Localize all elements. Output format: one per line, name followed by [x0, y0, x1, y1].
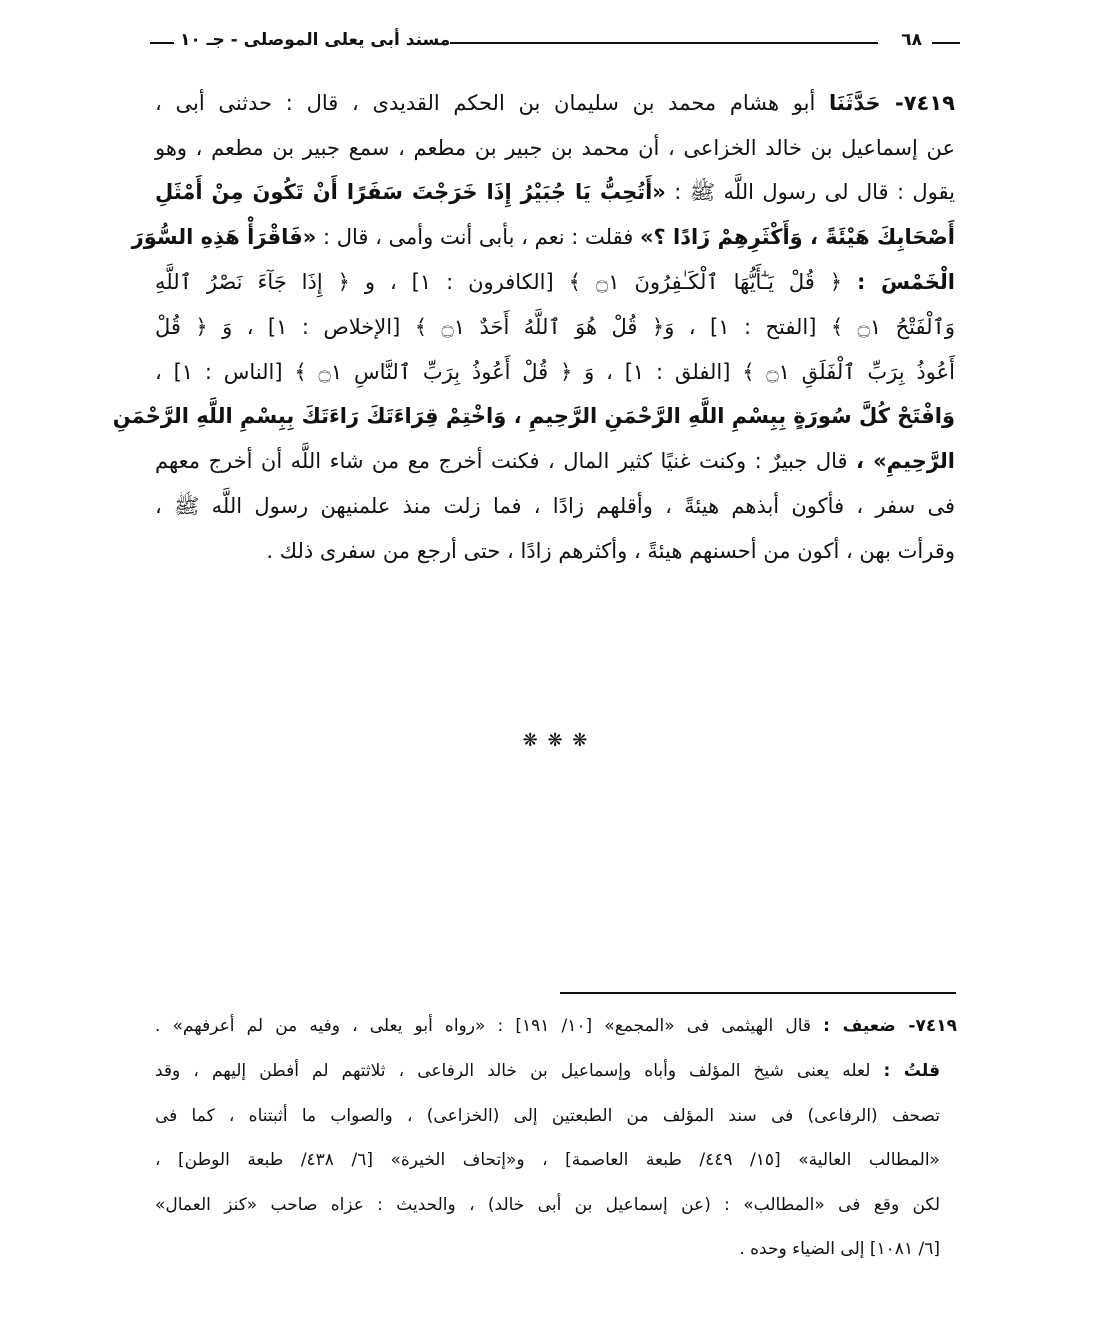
footnote-line [155, 1234, 940, 1264]
hadith-number: ٧٤١٩- حَدَّثَنَا [829, 91, 955, 115]
text-segment: وَافْتَحْ كُلَّ سُورَةٍ بِبِسْمِ اللَّهِ الرَّحْمَنِ الرَّحِيمِ ، وَاخْتِمْ قِرَاءَتَكَ رَاءَتَكَ بِبِسْمِ اللَّهِ الرَّحْمَنِ [112, 404, 955, 428]
text-line [155, 86, 955, 120]
text-segment: فى سفر ، فأكون أبذهم هيئةً ، وأقلهم زادًا ، فما زلت منذ علمنيهن رسول اللَّه ﷺ ، [155, 494, 955, 518]
text-segment: يقول : قال لى رسول اللَّه ﷺ : [665, 180, 955, 204]
footnote-label: قلتُ : [883, 1061, 940, 1081]
text-line [155, 265, 955, 299]
text-line [131, 220, 955, 254]
text-line [155, 131, 955, 165]
text-segment: [٦/ ١٠٨١] إلى الضياء وحده . [739, 1239, 940, 1259]
text-segment: أَعُوذُ بِرَبِّ ٱلْفَلَقِ ۝١ ﴾ [الفلق : ١] ، وَ ﴿ قُلْ أَعُوذُ بِرَبِّ ٱلنَّاسِ ۝١ ﴾ [الناس : ١] ، [155, 360, 955, 384]
text-segment: «أَتُحِبُّ يَا جُبَيْرُ إِذَا خَرَجْتَ سَفَرًا أَنْ تَكُونَ مِنْ أَمْثَلِ [155, 180, 666, 204]
text-line [155, 489, 955, 523]
page-number: ٦٨ [901, 30, 922, 50]
text-segment: «فَاقْرَأْ هَذِهِ السُّوَرَ [131, 225, 317, 249]
text-segment: «المطالب العالية» [١٥/ ٤٤٩/ طبعة العاصمة] ، و«إتحاف الخيرة» [٦/ ٤٣٨/ طبعة الوطن] ، [155, 1150, 940, 1170]
header-rule [150, 42, 174, 44]
text-line [155, 444, 955, 478]
text-segment: وقرأت بهن ، أكون من أحسنهم هيئةً ، وأكثرهم زادًا ، حتى أرجع من سفرى ذلك . [266, 539, 955, 563]
running-header [150, 28, 960, 58]
text-segment: ﴿ قُلْ يَـٰٓأَيُّهَا ٱلْكَـٰفِرُونَ ۝١ ﴾ [الكافرون : ١] ، و ﴿ إِذَا جَآءَ نَصْرُ ٱللَّهِ [155, 270, 858, 294]
book-title: مسند أبى يعلى الموصلى - جـ ١٠ [180, 30, 451, 50]
text-segment: عن إسماعيل بن خالد الخزاعى ، أن محمد بن جبير بن مطعم ، سمع جبير بن مطعم ، وهو [155, 136, 955, 160]
footnote-line [155, 1145, 940, 1175]
text-segment: لكن وقع فى «المطالب» : (عن إسماعيل بن أبى خالد) ، والحديث : عزاه صاحب «كنز العمال» [155, 1195, 940, 1215]
footnote-line [155, 1056, 940, 1086]
text-segment: الرَّحِيمِ» ، [856, 449, 955, 473]
text-segment: وَٱلْفَتْحُ ۝١ ﴾ [الفتح : ١] ، وَ﴿ قُلْ هُوَ ٱللَّهُ أَحَدٌ ۝١ ﴾ [الإخلاص : ١] ، وَ ﴿ قُلْ [155, 315, 955, 339]
footnote-line [155, 1011, 957, 1041]
footnote-rule [560, 992, 956, 994]
footnote-line [155, 1101, 940, 1131]
section-separator: ❋ ❋ ❋ [522, 730, 590, 751]
text-segment: تصحف (الرفاعى) فى سند المؤلف من الطبعتين إلى (الخزاعى) ، والصواب ما أثبتناه ، كما فى [155, 1106, 940, 1126]
text-line [155, 355, 955, 389]
text-segment: فقلت : نعم ، بأبى أنت وأمى ، قال : [316, 225, 640, 249]
text-segment: أَصْحَابِكَ هَيْئَةً ، وَأَكْثَرِهِمْ زَادًا ؟» [639, 225, 955, 249]
text-segment: لعله يعنى شيخ المؤلف وأباه وإسماعيل بن خالد الرفاعى ، ثلاثتهم لم أفطن إليهم ، وقد [155, 1061, 884, 1081]
text-segment: أبو هشام محمد بن سليمان بن الحكم القديدى ، قال : حدثنى أبى ، [155, 91, 830, 115]
header-rule [418, 42, 878, 44]
text-segment: الْخَمْسَ : [857, 270, 955, 294]
header-rule [932, 42, 960, 44]
text-line [155, 534, 955, 568]
footnote-label: ٧٤١٩- ضعيف : [823, 1016, 958, 1036]
text-line [112, 399, 955, 433]
text-segment: قال جبيرٌ : وكنت غنيًا كثير المال ، فكنت أخرج مع من شاء اللَّه أن أخرج معهم [155, 449, 857, 473]
text-line [155, 310, 955, 344]
footnote-line [155, 1190, 940, 1220]
text-segment: قال الهيثمى فى «المجمع» [١٠/ ١٩١] : «رواه أبو يعلى ، وفيه من لم أعرفهم» . [155, 1016, 824, 1036]
text-line [155, 175, 955, 209]
